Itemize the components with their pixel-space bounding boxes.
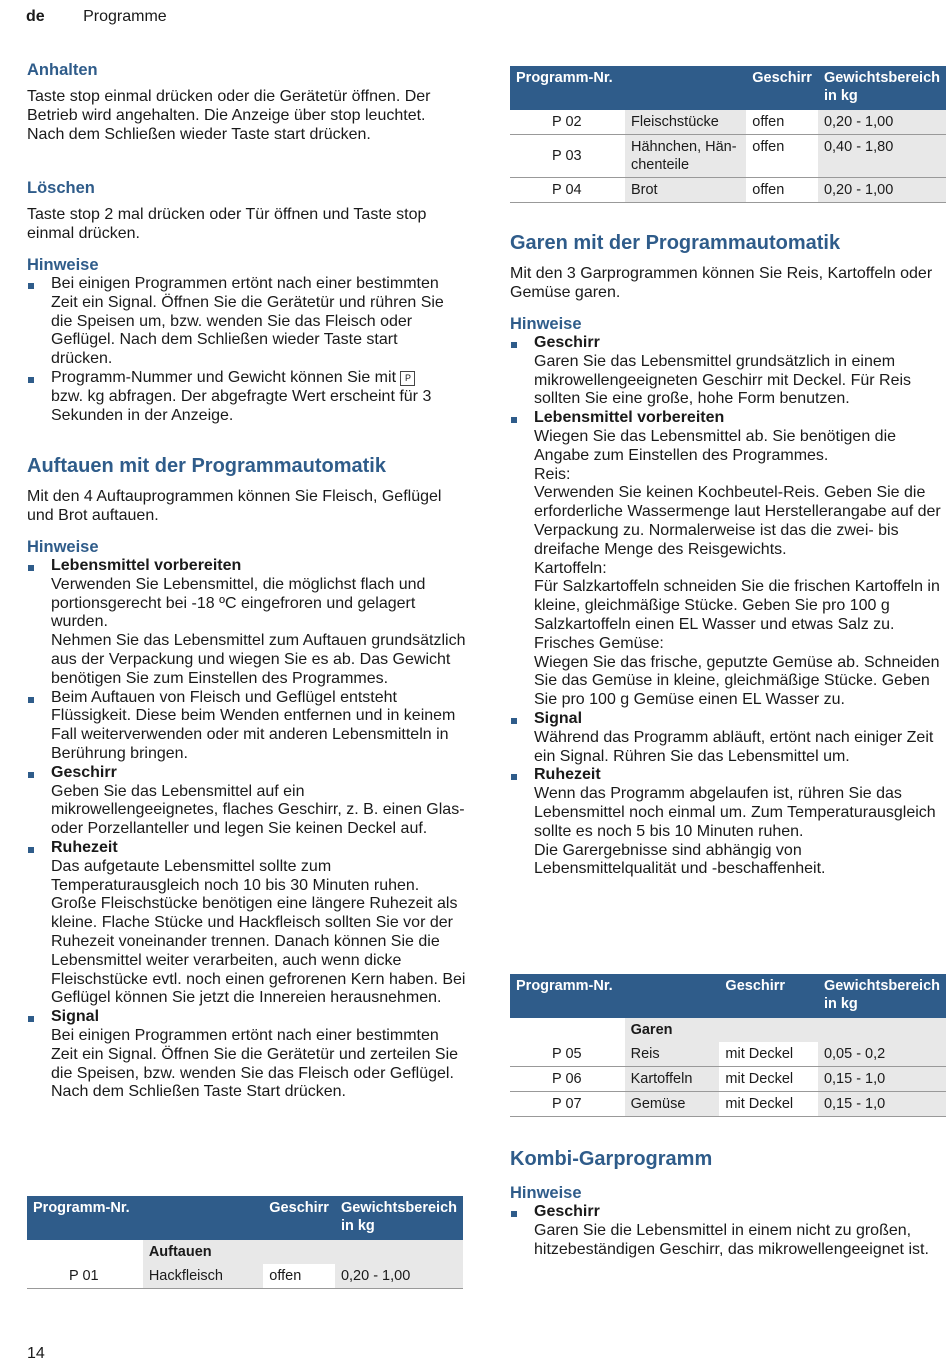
list-item: Ruhezeit Das aufgetaute Lebensmittel sollte zum Temperaturausgleich noch 10 bis 30 Minuten ruhen. Große Fleischstücke benötigen eine längere Ruhezeit als kleine. Flache Stücke und Hackfleisch sollten Sie vor der Ruhezeit voneinander trennen. Danach können Sie die Lebensmittel weiter verarbeiten, auch wenn dicke Fleischstücke evtl. noch einen gefrorenen Kern haben. Bei Geflügel können Sie jetzt die Innereien herausnehmen. xyxy=(27,839,467,1008)
garen-heading: Garen mit der Programmautomatik xyxy=(510,232,841,254)
table-row: P 07 Gemüse mit Deckel 0,15 - 1,0 xyxy=(510,1092,946,1117)
auftauen-table-continued xyxy=(510,66,946,203)
column-header: Gewichtsbereich in kg xyxy=(335,1196,463,1240)
column-header: Gewichtsbereich in kg xyxy=(818,66,946,110)
hinweise-list xyxy=(510,1203,946,1259)
list-item: Geschirr Garen Sie die Lebensmittel in einem nicht zu großen, hitzebeständigen Geschirr, das mikrowellengeeignet ist. xyxy=(510,1203,946,1259)
column-header: Programm-Nr. xyxy=(27,1196,143,1240)
list-item: Lebensmittel vorbereiten Wiegen Sie das Lebensmittel ab. Sie benötigen die Angabe zum Einstellen des Programmes. Reis: Verwenden Sie keinen Kochbeutel-Reis. Geben Sie die erforderliche Wassermenge laut Herstellerangabe auf der Verpackung zu. Normalerweise ist das die zwei- bis dreifache Menge des Reisgewichts. Kartoffeln: Für Salzkartoffeln schneiden Sie die frischen Kartoffeln in kleine, gleichmäßige Stücke. Geben Sie pro 100 g Salzkartoffeln einen EL Wasser und etwas Salz zu. Frisches Gemüse: Wiegen Sie das frische, geputzte Gemüse ab. Schneiden Sie das Gemüse in kleine, gleichmäßige Stücke. Geben Sie pro 100 g Gemüse einen EL Wasser zu. xyxy=(510,409,946,710)
list-item: Programm-Nummer und Gewicht können Sie mit P bzw. kg abfragen. Der abgefragte Wert erscheint für 3 Sekunden in der Anzeige. xyxy=(27,369,457,425)
list-item: Beim Auftauen von Fleisch und Geflügel entsteht Flüssigkeit. Diese beim Wenden entfernen und in keinem Fall weiterverwenden oder mit anderen Lebensmitteln in Berührung bringen. xyxy=(27,689,467,764)
list-item: Geschirr Geben Sie das Lebensmittel auf ein mikrowellengeeignetes, flaches Geschirr, z. B. einen Glas- oder Porzellanteller und legen Sie keinen Deckel auf. xyxy=(27,764,467,839)
column-header: Geschirr xyxy=(263,1196,335,1240)
hinweise-heading: Hinweise xyxy=(510,1184,582,1202)
page-header xyxy=(26,8,167,26)
column-header: Programm-Nr. xyxy=(510,66,625,110)
hinweise-heading: Hinweise xyxy=(27,538,99,556)
group-label: Auftauen xyxy=(143,1240,463,1264)
garen-text: Mit den 3 Garprogrammen können Sie Reis, Kartoffeln oder Gemüse garen. xyxy=(510,265,933,301)
column-header xyxy=(625,974,720,1018)
anhalten-text: Taste stop einmal drücken oder die Gerätetür öffnen. Der Betrieb wird angehalten. Die Anzeige über stop leuchtet. Nach dem Schließen wieder Taste start drücken. xyxy=(27,88,431,143)
table-row: P 05 Reis mit Deckel 0,05 - 0,2 xyxy=(510,1042,946,1067)
loeschen-text: Taste stop 2 mal drücken oder Tür öffnen und Taste stop einmal drücken. xyxy=(27,206,427,242)
list-item: Ruhezeit Wenn das Programm abgelaufen ist, rühren Sie das Lebensmittel noch einmal um. Zum Temperaturausgleich sollte es noch 5 bis 10 Minuten ruhen. Die Garergebnisse sind abhängig von Lebensmittelqualität und -beschaffenheit. xyxy=(510,766,946,879)
hinweise-list xyxy=(27,275,457,425)
auftauen-text: Mit den 4 Auftauprogrammen können Sie Fleisch, Geflügel und Brot auftauen. xyxy=(27,488,442,524)
hinweise-heading: Hinweise xyxy=(27,256,99,274)
group-label: Garen xyxy=(625,1018,946,1042)
garen-table xyxy=(510,974,946,1117)
list-item: Signal Bei einigen Programmen ertönt nach einer bestimmten Zeit ein Signal. Öffnen Sie die Gerätetür und zerteilen Sie die Speisen, bzw. wenden Sie das Fleisch oder Geflügel. Nach dem Schließen Taste Start drücken. xyxy=(27,1008,467,1102)
program-key-icon: P xyxy=(400,371,415,386)
hinweise-list xyxy=(510,334,946,879)
column-header xyxy=(625,66,746,110)
table-row: P 04 Brot offen 0,20 - 1,00 xyxy=(510,178,946,203)
list-item: Lebensmittel vorbereiten Verwenden Sie Lebensmittel, die möglichst flach und portionsgerecht bei -18 ºC eingefroren und gelagert wurden. Nehmen Sie das Lebensmittel zum Auftauen grundsätzlich aus der Verpackung und wiegen Sie es ab. Das Gewicht benötigen Sie zum Einstellen des Programmes. xyxy=(27,557,467,689)
auftauen-table xyxy=(27,1196,463,1289)
table-row: P 02 Fleischstücke offen 0,20 - 1,00 xyxy=(510,110,946,135)
loeschen-heading: Löschen xyxy=(27,179,95,197)
kombi-heading: Kombi-Garprogramm xyxy=(510,1148,713,1170)
list-item: Geschirr Garen Sie das Lebensmittel grundsätzlich in einem mikrowellengeeigneten Geschirr mit Deckel. Für Reis sollten Sie eine große, hohe Form benutzen. xyxy=(510,334,946,409)
column-header xyxy=(143,1196,263,1240)
hinweise-list xyxy=(27,557,467,1102)
list-item: Bei einigen Programmen ertönt nach einer bestimmten Zeit ein Signal. Öffnen Sie die Gerätetür und rühren Sie die Speisen um, bzw. wenden Sie das Fleisch oder Geflügel. Nach dem Schließen wieder Taste start drücken. xyxy=(27,275,457,369)
hinweise-heading: Hinweise xyxy=(510,315,582,333)
table-row: P 03 Hähnchen, Hän-chenteile offen 0,40 - 1,80 xyxy=(510,135,946,178)
table-row: P 06 Kartoffeln mit Deckel 0,15 - 1,0 xyxy=(510,1067,946,1092)
column-header: Geschirr xyxy=(719,974,818,1018)
list-item: Signal Während das Programm abläuft, ertönt nach einiger Zeit ein Signal. Rühren Sie das Lebensmittel um. xyxy=(510,710,946,766)
column-header: Geschirr xyxy=(746,66,818,110)
column-header: Gewichtsbereich in kg xyxy=(818,974,946,1018)
table-row: P 01 Hackfleisch offen 0,20 - 1,00 xyxy=(27,1264,463,1289)
language-code: de xyxy=(26,8,45,25)
page-number: 14 xyxy=(27,1345,45,1362)
section-title: Programme xyxy=(83,8,167,25)
anhalten-heading: Anhalten xyxy=(27,61,98,79)
auftauen-heading: Auftauen mit der Programmautomatik xyxy=(27,455,386,477)
column-header: Programm-Nr. xyxy=(510,974,625,1018)
